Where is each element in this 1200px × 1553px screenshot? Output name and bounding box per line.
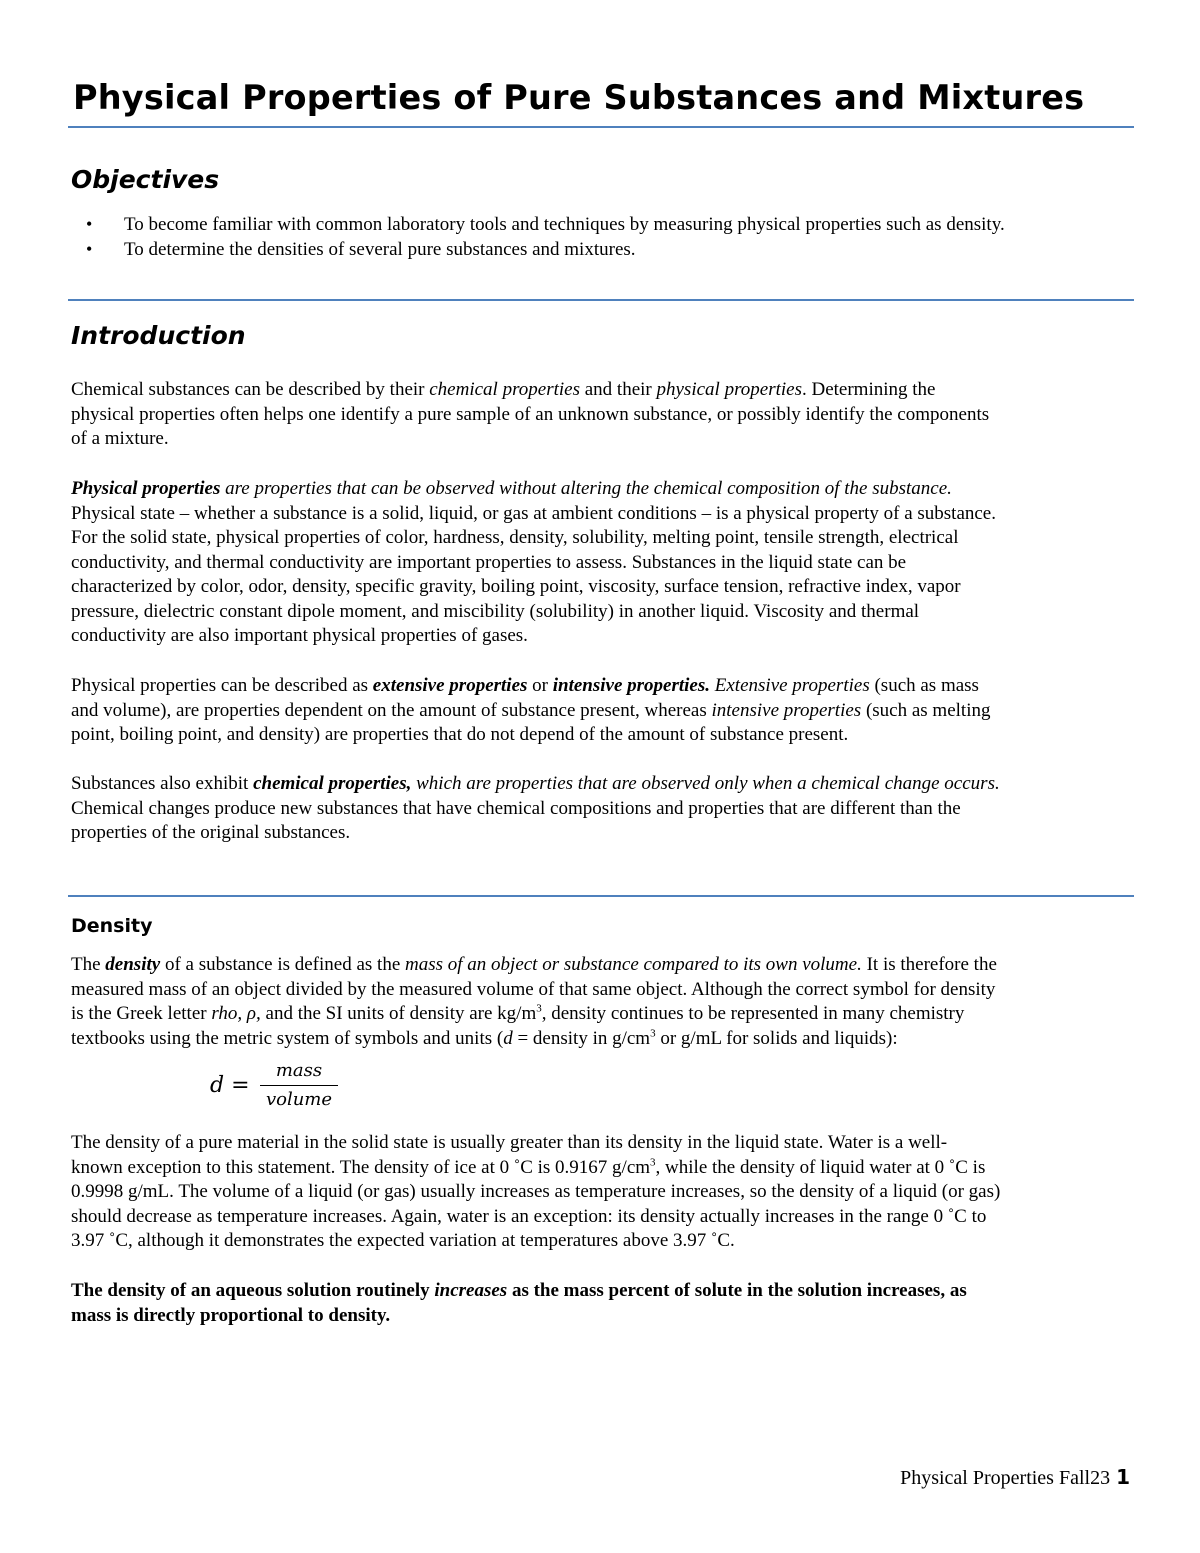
objective-item: • To become familiar with common laboratory tools and techniques by measuring physical properties such as density. <box>84 212 1005 237</box>
fraction-bar <box>260 1085 338 1086</box>
superscript: 3 <box>650 1027 656 1040</box>
term-intensive-italic: intensive properties <box>711 699 862 721</box>
intro-paragraph-1 <box>71 378 1135 452</box>
text-line: conductivity, and thermal conductivity are important properties to assess. Substances in the liquid state can be <box>71 551 907 573</box>
term-chemical-properties: chemical properties <box>429 379 580 400</box>
text-run: The density of an aqueous solution routinely <box>71 1280 435 1301</box>
text-run: or g/mL for solids and liquids): <box>655 1027 898 1049</box>
text-run: is the Greek letter <box>71 1003 212 1024</box>
text-run: as the mass percent of solute in the solution increases, as <box>507 1280 967 1301</box>
text-line: properties of the original substances. <box>71 822 351 843</box>
text-line: physical properties often helps one identify a pure sample of an unknown substance, or possibly identify the components <box>71 403 990 425</box>
text-line: should decrease as temperature increases. Again, water is an exception: its density actually increases in the range 0 ˚C to <box>71 1205 987 1227</box>
term-physical-properties: physical properties <box>656 379 802 400</box>
text-run: , density continues to be represented in many chemistry <box>541 1003 965 1024</box>
text-line: pressure, dielectric constant dipole moment, and miscibility (solubility) in another liquid. Viscosity and thermal <box>71 600 920 622</box>
text-run: and volume), are properties dependent on the amount of substance present, whereas <box>71 699 712 721</box>
text-run: (such as mass <box>869 675 979 696</box>
density-paragraph-2 <box>71 1131 1135 1254</box>
page-number: 1 <box>1116 1465 1130 1489</box>
objectives-heading: Objectives <box>71 165 220 194</box>
definition-text: which are properties that are observed only when a chemical change occurs. <box>411 773 1000 794</box>
footer-label: Physical Properties Fall23 <box>900 1467 1111 1489</box>
term-rho: rho, ρ, <box>211 1003 261 1024</box>
superscript: 3 <box>650 1156 656 1169</box>
term-extensive-italic: Extensive properties <box>714 675 870 696</box>
term-increases: increases <box>434 1280 508 1301</box>
text-run: , while the density of liquid water at 0 ˚C is <box>655 1156 986 1178</box>
text-line: 3.97 ˚C, although it demonstrates the expected variation at temperatures above 3.97 ˚C. <box>71 1230 735 1251</box>
formula-lhs: d = <box>210 1073 250 1098</box>
introduction-heading: Introduction <box>71 321 246 350</box>
term-physical-properties-bold: Physical properties <box>71 478 221 499</box>
term-intensive-properties: intensive properties. <box>552 675 711 696</box>
text-run: of a substance is defined as the <box>160 954 405 975</box>
text-line: 0.9998 g/mL. The volume of a liquid (or gas) usually increases as temperature increases, so the density of a liquid (or gas) <box>71 1181 1001 1202</box>
text-line: The density of a pure material in the solid state is usually greater than its density in the liquid state. Water is a well- <box>71 1132 948 1153</box>
term-density: density <box>105 954 161 975</box>
definition-text: are properties that can be observed without altering the chemical composition of the substance. <box>220 478 952 499</box>
symbol-d: d <box>503 1027 513 1049</box>
text-line: measured mass of an object divided by the measured volume of that same object. Although the correct symbol for density <box>71 978 996 1000</box>
text-line: Physical state – whether a substance is a solid, liquid, or gas at ambient conditions – is a physical property of a substance. <box>71 502 996 524</box>
text-line: of a mixture. <box>71 428 169 449</box>
page-title: Physical Properties of Pure Substances and Mixtures <box>73 78 1085 117</box>
term-extensive-properties: extensive properties <box>372 675 528 696</box>
term-chemical-properties-bold: chemical properties, <box>253 773 412 794</box>
density-heading: Density <box>71 915 153 937</box>
text-run: textbooks using the metric system of symbols and units ( <box>71 1027 504 1049</box>
text-run: Physical properties can be described as <box>71 675 373 696</box>
text-run: Chemical substances can be described by their <box>71 379 430 400</box>
formula-denominator: volume <box>265 1089 333 1110</box>
text-line: characterized by color, odor, density, specific gravity, boiling point, viscosity, surface tension, refractive index, vapor <box>71 576 961 597</box>
intro-paragraph-2 <box>71 477 1135 649</box>
text-line: mass is directly proportional to density. <box>71 1304 391 1326</box>
text-run: Substances also exhibit <box>71 773 254 794</box>
text-run: . Determining the <box>801 379 936 400</box>
page-footer <box>900 1464 1130 1491</box>
text-run: The <box>71 954 106 975</box>
text-run: It is therefore the <box>861 954 997 975</box>
text-run: and their <box>579 379 657 400</box>
objectives-divider <box>68 299 1134 301</box>
text-run: = density in g/cm <box>512 1027 651 1049</box>
text-line: Chemical changes produce new substances that have chemical compositions and properties that are different than the <box>71 797 961 819</box>
objectives-list <box>84 212 1005 262</box>
text-run: known exception to this statement. The density of ice at 0 ˚C is 0.9167 g/cm <box>71 1156 651 1178</box>
text-line: conductivity are also important physical properties of gases. <box>71 625 528 646</box>
intro-paragraph-4 <box>71 772 1135 846</box>
formula-fraction <box>260 1060 338 1111</box>
text-run: or <box>527 675 553 696</box>
density-paragraph-1 <box>71 953 1135 1051</box>
intro-paragraph-3 <box>71 674 1135 748</box>
definition-text: mass of an object or substance compared to its own volume. <box>405 954 862 975</box>
formula-numerator: mass <box>275 1060 323 1081</box>
title-divider <box>68 126 1134 128</box>
objective-item: • To determine the densities of several pure substances and mixtures. <box>84 237 1005 262</box>
density-paragraph-3 <box>71 1279 1135 1328</box>
text-line: point, boiling point, and density) are properties that do not depend of the amount of substance present. <box>71 724 849 745</box>
text-run: (such as melting <box>861 699 991 721</box>
text-line: For the solid state, physical properties of color, hardness, density, solubility, melting point, tensile strength, electrical <box>71 527 959 548</box>
text-run: and the SI units of density are kg/m <box>260 1003 537 1024</box>
superscript: 3 <box>536 1002 542 1015</box>
introduction-divider <box>68 895 1134 897</box>
